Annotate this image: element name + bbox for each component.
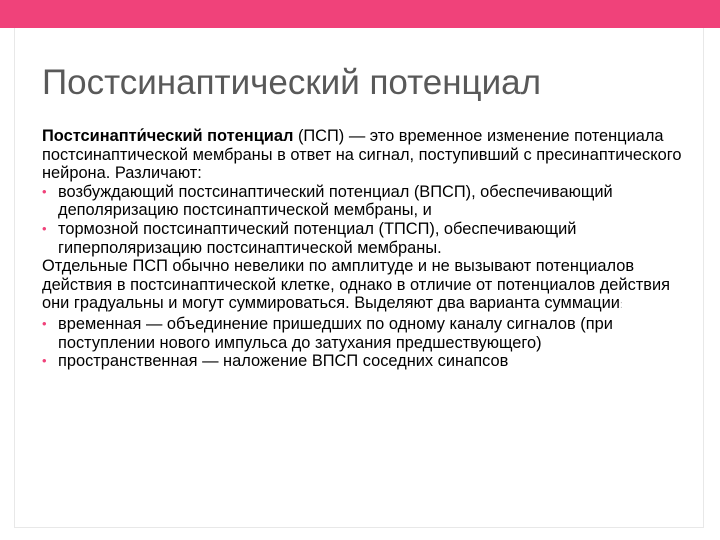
bullet-dot-icon: •: [42, 353, 47, 369]
summation-paragraph: [42, 257, 682, 315]
top-accent-bar: [0, 0, 720, 28]
summation-separator: :: [619, 299, 623, 312]
intro-term: Постсинапти́ческий потенциал: [42, 127, 294, 145]
list-item-text: возбуждающий постсинаптический потенциал (ВПСП), обеспечивающий деполяризацию постсинаптической мембраны, и: [58, 182, 613, 220]
list-item-text: тормозной постсинаптический потенциал (ТПСП), обеспечивающий гиперполяризацию постсинаптической мембраны.: [58, 219, 577, 257]
bullet-dot-icon: •: [42, 220, 47, 236]
list-item-text: пространственная — наложение ВПСП соседних синапсов: [58, 352, 509, 371]
list-item: [42, 220, 682, 257]
summation-text: Отдельные ПСП обычно невелики по амплитуде и не вызывают потенциалов действия в постсинаптической клетке, однако в отличие от потенциалов действия они градуальны и могут суммироваться. Выделяют два варианта суммации: [42, 257, 671, 313]
list-item: [42, 315, 682, 352]
list-item: [42, 183, 682, 220]
bullet-dot-icon: •: [42, 183, 47, 199]
bullet-dot-icon: •: [42, 315, 47, 331]
list-item-text: временная — объединение пришедших по одному каналу сигналов (при поступлении нового импульса до затухания предшествующего): [58, 314, 613, 352]
slide-title: Постсинаптический потенциал: [42, 63, 542, 102]
intro-paragraph: [42, 127, 682, 183]
intro-text: (ПСП) — это временное изменение потенциала постсинаптической мембраны в ответ на сигнал, поступивший с пресинаптического нейрона. Различают:: [42, 127, 682, 183]
slide-body: [42, 127, 682, 371]
list-item: [42, 352, 682, 371]
